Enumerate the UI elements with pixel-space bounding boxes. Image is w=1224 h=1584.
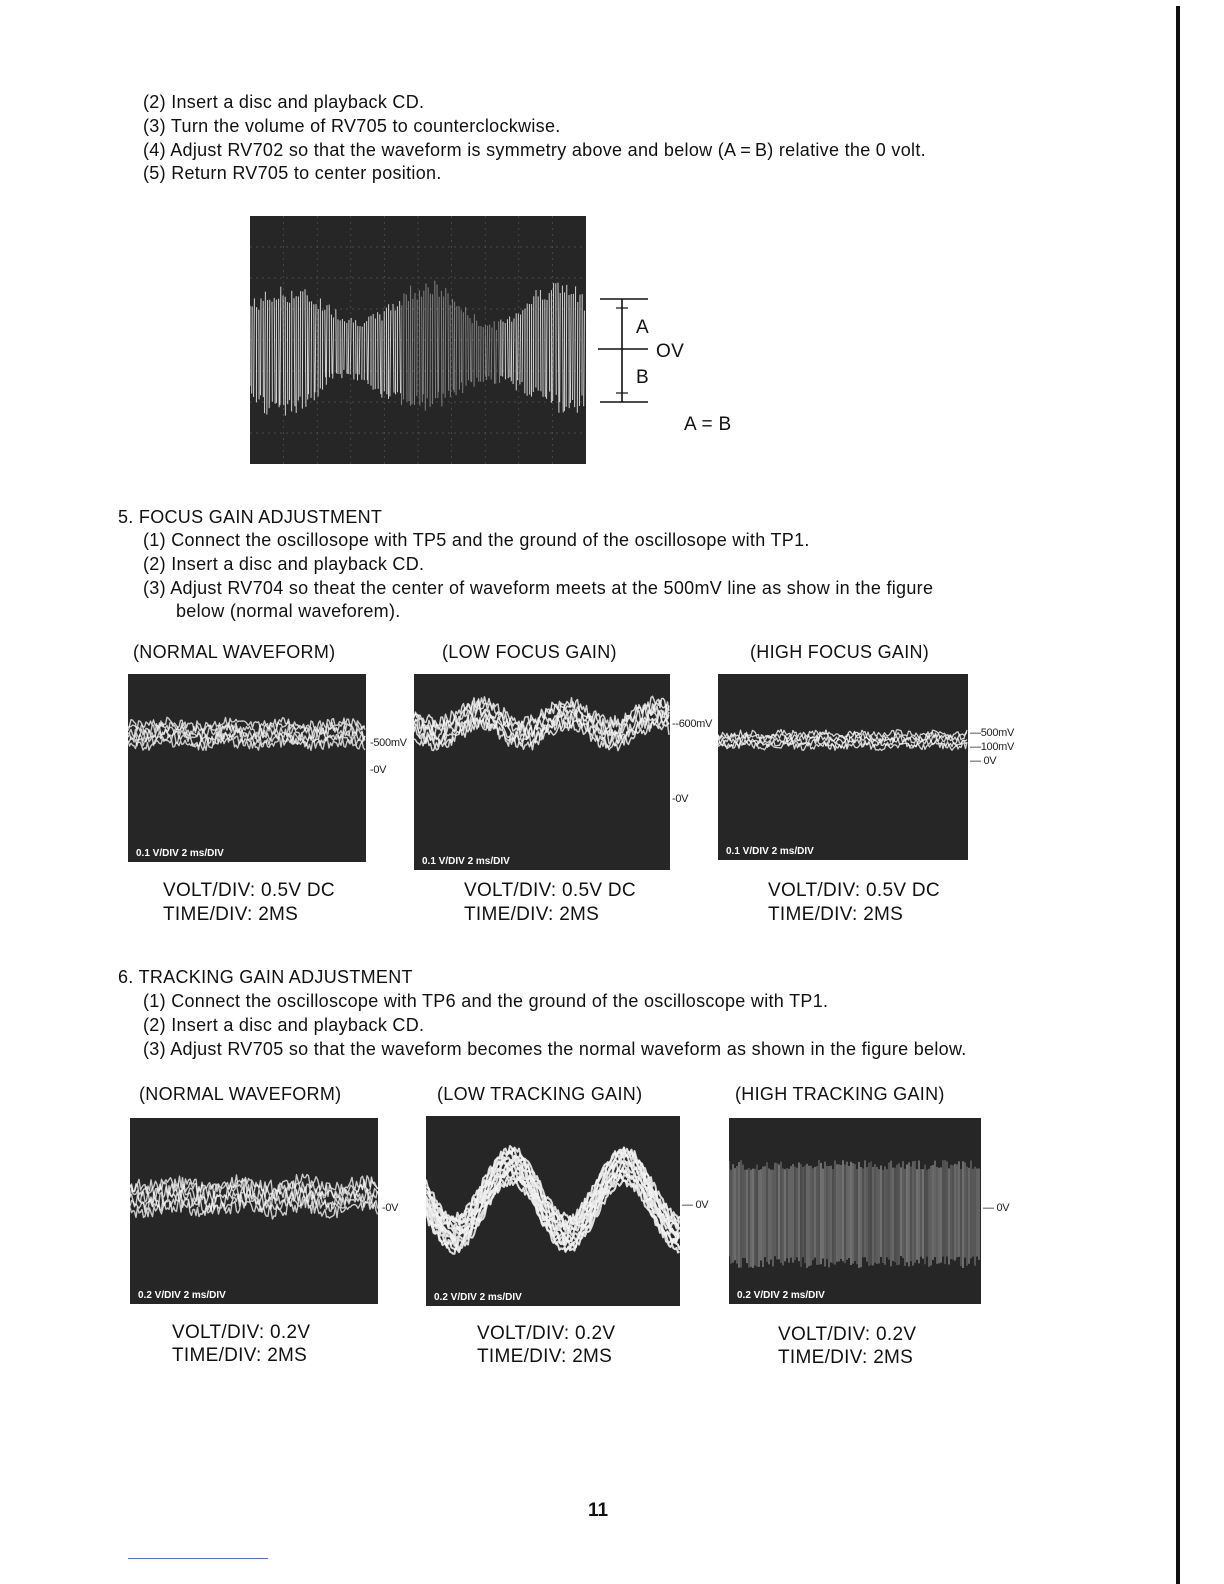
trace-line	[545, 299, 546, 396]
focus-step-3: (3) Adjust RV704 so theat the center of waveform meets at the 500mV line as show in the figure	[143, 578, 934, 598]
focus-low-scope	[414, 674, 670, 870]
trace-line	[553, 283, 554, 401]
tracking-normal-0v-label: -0V	[382, 1202, 399, 1214]
trace-line	[333, 318, 334, 379]
footer-rule	[128, 1558, 268, 1559]
trace-line	[499, 321, 500, 383]
trace-line	[566, 285, 567, 407]
trace-line	[390, 310, 391, 396]
trace-line	[466, 307, 467, 386]
tracking-low-waveform	[426, 1116, 680, 1306]
trace-line	[403, 293, 404, 399]
trace-line	[435, 281, 436, 399]
focus-low-waveform	[414, 674, 670, 870]
trace-line	[408, 301, 409, 401]
focus-high-waveform	[718, 674, 968, 860]
trace-line	[348, 320, 349, 374]
diagram-label-a: A	[636, 317, 649, 338]
tracking-low-osd: 0.2 V/DIV 2 ms/DIV	[434, 1292, 522, 1303]
focus-low-osd: 0.1 V/DIV 2 ms/DIV	[422, 856, 510, 867]
trace-line	[300, 291, 301, 396]
trace-line	[452, 299, 453, 390]
tracking-low-title: (LOW TRACKING GAIN)	[437, 1084, 643, 1104]
trace-line	[560, 293, 561, 402]
trace-line	[252, 306, 253, 393]
tracking-high-title: (HIGH TRACKING GAIN)	[735, 1084, 945, 1104]
trace-line	[344, 321, 345, 370]
rv702-step-2: (2) Insert a disc and playback CD.	[143, 92, 425, 112]
trace-line	[518, 314, 519, 381]
rv702-step-5: (5) Return RV705 to center position.	[143, 163, 442, 183]
trace-line	[294, 298, 295, 406]
focus-step-2: (2) Insert a disc and playback CD.	[143, 554, 425, 574]
tracking-high-osd: 0.2 V/DIV 2 ms/DIV	[737, 1290, 825, 1301]
trace-line	[331, 315, 332, 374]
rv702-step-4: (4) Adjust RV702 so that the waveform is symmetry above and below (A = B) relative the 0 volt.	[143, 140, 926, 160]
trace-line	[269, 300, 270, 408]
trace-line	[438, 297, 439, 392]
trace-line	[445, 288, 446, 398]
trace-line	[558, 283, 559, 413]
trace-line	[570, 294, 571, 403]
trace-line	[577, 302, 578, 413]
tracking-step-3: (3) Adjust RV705 so that the waveform becomes the normal waveform as shown in the figure below.	[143, 1039, 967, 1059]
trace-line	[463, 312, 464, 393]
focus-low-title: (LOW FOCUS GAIN)	[442, 642, 617, 662]
tracking-high-scope	[729, 1118, 981, 1304]
trace-line	[422, 297, 423, 403]
trace-line	[393, 304, 394, 393]
trace-line	[283, 296, 284, 406]
trace-line	[468, 315, 469, 380]
trace-line	[425, 284, 426, 411]
trace-line	[254, 298, 255, 397]
trace-line	[437, 284, 438, 398]
diagram-label-b: B	[636, 367, 649, 388]
trace-line	[575, 286, 576, 407]
trace-line	[308, 302, 309, 395]
trace-line	[573, 294, 574, 400]
focus-high-100mv-label: —100mV	[970, 741, 1015, 753]
trace-line	[562, 286, 563, 413]
trace-line	[491, 328, 492, 380]
trace-line	[513, 318, 514, 384]
trace-line	[279, 299, 280, 407]
focus-high-title: (HIGH FOCUS GAIN)	[750, 642, 930, 662]
tracking-heading: 6. TRACKING GAIN ADJUSTMENT	[118, 967, 413, 987]
tracking-low-volt: VOLT/DIV: 0.2V	[477, 1323, 616, 1344]
tracking-high-waveform	[729, 1118, 981, 1304]
trace-line	[368, 317, 369, 384]
page-edge-bar	[1176, 6, 1180, 1584]
trace-line	[305, 289, 306, 407]
trace-line	[470, 318, 471, 381]
trace-line	[487, 326, 488, 380]
trace-line	[315, 304, 316, 392]
symmetry-waveform	[250, 216, 586, 464]
tracking-normal-waveform	[130, 1118, 378, 1304]
focus-high-time: TIME/DIV: 2MS	[768, 904, 904, 925]
tracking-high-time: TIME/DIV: 2MS	[778, 1347, 914, 1368]
focus-normal-title: (NORMAL WAVEFORM)	[133, 642, 336, 662]
trace-line	[274, 298, 275, 404]
symmetry-scope-photo	[250, 216, 586, 464]
tracking-step-1: (1) Connect the oscilloscope with TP6 and the ground of the oscilloscope with TP1.	[143, 991, 829, 1011]
trace-line	[386, 308, 387, 395]
trace-line	[496, 330, 497, 384]
trace-line	[280, 287, 281, 406]
trace-line	[260, 299, 261, 396]
focus-step-3-cont: below (normal waveforem).	[176, 601, 401, 621]
focus-normal-scope	[128, 674, 366, 862]
focus-low-time: TIME/DIV: 2MS	[464, 904, 600, 925]
focus-high-500mv-label: —500mV	[970, 727, 1015, 739]
focus-low-volt: VOLT/DIV: 0.5V DC	[464, 880, 636, 901]
trace-line	[520, 314, 521, 384]
focus-step-1: (1) Connect the oscillosope with TP5 and the ground of the oscillosope with TP1.	[143, 530, 810, 550]
trace-line	[336, 309, 337, 373]
trace-line	[267, 300, 268, 414]
trace-line	[427, 287, 428, 398]
symmetry-diagram	[596, 296, 656, 406]
tracking-step-2: (2) Insert a disc and playback CD.	[143, 1015, 425, 1035]
focus-high-scope	[718, 674, 968, 860]
trace-line	[579, 295, 580, 406]
focus-normal-osd: 0.1 V/DIV 2 ms/DIV	[136, 848, 224, 859]
trace-line	[423, 291, 424, 395]
trace-line	[507, 319, 508, 378]
tracking-normal-time: TIME/DIV: 2MS	[172, 1345, 308, 1366]
tracking-normal-title: (NORMAL WAVEFORM)	[139, 1084, 342, 1104]
trace-line	[342, 319, 343, 378]
tracking-low-scope	[426, 1116, 680, 1306]
focus-normal-time: TIME/DIV: 2MS	[163, 904, 299, 925]
trace-line	[380, 314, 381, 394]
trace-line	[326, 305, 327, 385]
focus-high-0v-label: — 0V	[970, 755, 997, 767]
trace-line	[522, 310, 523, 382]
trace-line	[448, 293, 449, 390]
trace-line	[265, 292, 266, 414]
trace-line	[367, 321, 368, 380]
tracking-low-0v-label: — 0V	[682, 1199, 709, 1211]
tracking-high-0v-label: — 0V	[983, 1202, 1010, 1214]
tracking-normal-osd: 0.2 V/DIV 2 ms/DIV	[138, 1290, 226, 1301]
trace-line	[311, 301, 312, 398]
tracking-low-time: TIME/DIV: 2MS	[477, 1346, 613, 1367]
diagram-label-0v: OV	[656, 341, 685, 362]
trace-line	[378, 312, 379, 389]
focus-normal-500mv-label: -500mV	[370, 737, 407, 749]
focus-low-600mv-label: --600mV	[672, 718, 713, 730]
focus-normal-0v-label: -0V	[370, 764, 387, 776]
focus-heading: 5. FOCUS GAIN ADJUSTMENT	[118, 507, 383, 527]
focus-high-volt: VOLT/DIV: 0.5V DC	[768, 880, 940, 901]
trace-line	[325, 310, 326, 377]
focus-normal-volt: VOLT/DIV: 0.5V DC	[163, 880, 335, 901]
trace-line	[406, 294, 407, 401]
trace-line	[359, 326, 360, 374]
trace-line	[412, 299, 413, 405]
trace-line	[540, 290, 541, 391]
trace-line	[472, 323, 473, 382]
diagram-equality: A = B	[684, 414, 732, 435]
tracking-high-volt: VOLT/DIV: 0.2V	[778, 1324, 917, 1345]
rv702-step-3: (3) Turn the volume of RV705 to counterclockwise.	[143, 116, 561, 136]
trace-line	[511, 322, 512, 382]
trace-line	[456, 306, 457, 395]
focus-high-osd: 0.1 V/DIV 2 ms/DIV	[726, 846, 814, 857]
trace-line	[489, 325, 490, 377]
trace-line	[584, 311, 585, 407]
focus-low-0v-label: -0V	[672, 793, 689, 805]
tracking-normal-volt: VOLT/DIV: 0.2V	[172, 1322, 311, 1343]
trace-line	[400, 301, 401, 393]
page-number: 11	[588, 1500, 609, 1521]
tracking-normal-scope	[130, 1118, 378, 1304]
focus-normal-waveform	[128, 674, 366, 862]
